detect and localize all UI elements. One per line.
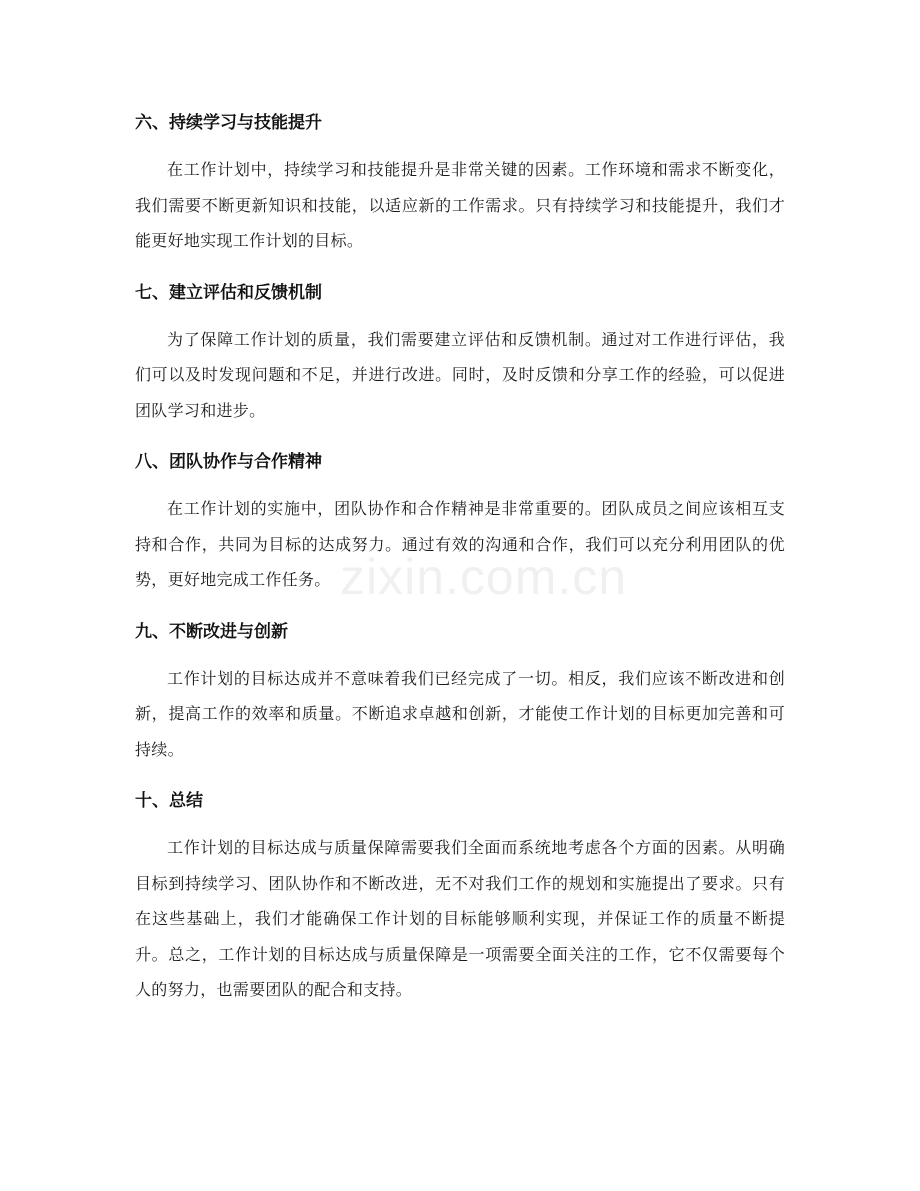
section-heading: 九、不断改进与创新 [135, 621, 288, 642]
section-paragraph: 在工作计划的实施中，团队协作和合作精神是非常重要的。团队成员之间应该相互支持和合作，共同为目标的达成努力。通过有效的沟通和合作，我们可以充分利用团队的优势，更好地完成工作任务。 [135, 499, 785, 589]
section-learning [135, 104, 785, 259]
section-feedback [135, 274, 785, 429]
section-paragraph: 在工作计划中，持续学习和技能提升是非常关键的因素。工作环境和需求不断变化，我们需要不断更新知识和技能，以适应新的工作需求。只有持续学习和技能提升，我们才能更好地实现工作计划的目标。 [135, 160, 785, 250]
section-heading: 七、建立评估和反馈机制 [135, 282, 322, 303]
section-heading: 八、团队协作与合作精神 [135, 452, 322, 472]
section-heading: 六、持续学习与技能提升 [135, 113, 322, 133]
section-teamwork [135, 443, 785, 598]
section-paragraph: 工作计划的目标达成并不意味着我们已经完成了一切。相反，我们应该不断改进和创新，提高工作的效率和质量。不断追求卓越和创新，才能使工作计划的目标更加完善和可持续。 [135, 668, 785, 759]
section-heading: 十、总结 [135, 791, 203, 811]
section-paragraph: 工作计划的目标达成与质量保障需要我们全面而系统地考虑各个方面的因素。从明确目标到持续学习、团队协作和不断改进，无不对我们工作的规划和实施提出了要求。只有在这些基础上，我们才能确保工作计划的目标能够顺利实现，并保证工作的质量不断提升。总之，工作计划的目标达成与质量保障是一项需要全面关注的工作，它不仅需要每个人的努力，也需要团队的配合和支持。 [135, 838, 785, 999]
section-summary [135, 782, 785, 1008]
section-innovation [135, 613, 785, 768]
document-content [135, 104, 785, 1023]
watermark: zixin.com.cn [340, 549, 628, 605]
section-paragraph: 为了保障工作计划的质量，我们需要建立评估和反馈机制。通过对工作进行评估，我们可以及时发现问题和不足，并进行改进。同时，及时反馈和分享工作的经验，可以促进团队学习和进步。 [135, 329, 785, 420]
